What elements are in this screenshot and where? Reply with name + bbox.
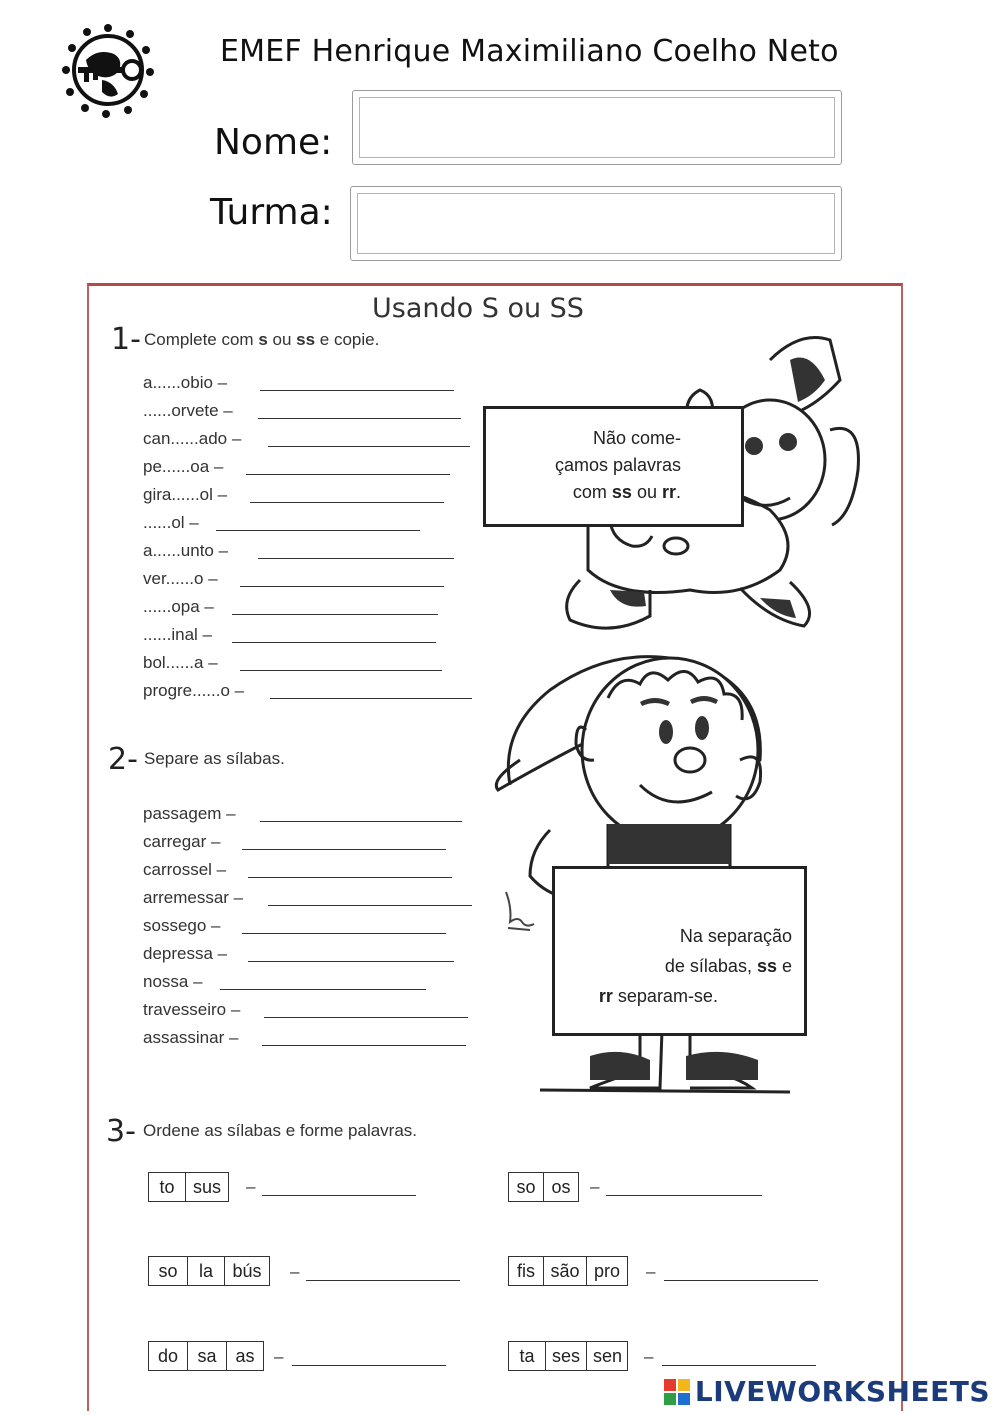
syllable-tile: la: [188, 1257, 225, 1285]
syllable-tile: sa: [188, 1342, 227, 1370]
turma-input[interactable]: [365, 199, 827, 248]
q2-item: assassinar –: [143, 1028, 239, 1047]
q2-answer-line[interactable]: [248, 877, 452, 878]
q3-instruction: Ordene as sílabas e forme palavras.: [143, 1121, 418, 1140]
syllable-group: [148, 1341, 264, 1371]
syllable-group: [508, 1341, 628, 1371]
callout-top-line3: [555, 479, 681, 506]
liveworksheets-logo-icon: [663, 1378, 691, 1406]
nome-input[interactable]: [367, 103, 827, 152]
callout-top-ss: ss: [611, 482, 632, 502]
callout-bottom-de-silabas: de sílabas,: [664, 956, 757, 976]
nome-label: Nome:: [214, 122, 333, 163]
q1-item: ......ol –: [143, 513, 199, 532]
q2-answer-line[interactable]: [264, 1017, 468, 1018]
callout-bottom-e: e: [776, 956, 792, 976]
q2-answer-line[interactable]: [242, 849, 446, 850]
liveworksheets-logo[interactable]: [663, 1375, 990, 1408]
callout-bottom-line2: [665, 951, 792, 981]
q3-answer-line[interactable]: [606, 1195, 762, 1196]
q1-item: ......orvete –: [143, 401, 233, 420]
q3-dash: –: [274, 1347, 284, 1366]
q3-dash: –: [246, 1177, 256, 1196]
liveworksheets-text: LIVEWORKSHEETS: [694, 1375, 990, 1408]
q1-instruction: [144, 330, 379, 350]
q3-number: 3-: [106, 1114, 136, 1149]
syllable-tile: sen: [593, 1346, 623, 1366]
syllable-tile: ses: [546, 1342, 587, 1370]
q2-item: carrossel –: [143, 860, 227, 879]
q1-answer-line[interactable]: [232, 614, 438, 615]
q3-dash: –: [646, 1262, 656, 1281]
syllable-group: [148, 1256, 270, 1286]
school-logo-icon: [58, 20, 158, 120]
callout-rabbit-sign: [483, 406, 744, 527]
callout-top-line1: Não come-: [592, 428, 681, 448]
q2-item: nossa –: [143, 972, 203, 991]
q1-item: ......inal –: [143, 625, 212, 644]
q1-text-ou: ou: [267, 330, 297, 349]
q2-answer-line[interactable]: [242, 933, 446, 934]
q2-item: travesseiro –: [143, 1000, 241, 1019]
q3-dash: –: [644, 1347, 654, 1366]
q1-item: gira......ol –: [143, 485, 228, 504]
syllable-tile: fis: [509, 1257, 544, 1285]
q1-item: ver......o –: [143, 569, 218, 588]
q2-instruction: Separe as sílabas.: [144, 749, 285, 768]
callout-boy-sign: [552, 866, 807, 1036]
q1-answer-line[interactable]: [270, 698, 472, 699]
q3-answer-line[interactable]: [306, 1280, 460, 1281]
syllable-tile: ta: [509, 1342, 546, 1370]
q1-answer-line[interactable]: [240, 670, 442, 671]
q3-answer-line[interactable]: [662, 1365, 816, 1366]
syllable-group: [508, 1256, 628, 1286]
callout-top-rr: rr: [661, 482, 676, 502]
callout-bottom-ss: ss: [756, 956, 777, 976]
q1-text-ss: ss: [296, 330, 316, 349]
turma-label: Turma:: [210, 192, 333, 233]
q2-answer-line[interactable]: [248, 961, 454, 962]
q1-number: 1-: [111, 322, 141, 357]
syllable-group: [508, 1172, 579, 1202]
q1-answer-line[interactable]: [240, 586, 444, 587]
q1-text-e: e copie.: [315, 330, 380, 349]
worksheet-title: Usando S ou SS: [372, 293, 584, 324]
callout-bottom-rr: rr: [598, 986, 613, 1006]
q2-answer-line[interactable]: [262, 1045, 466, 1046]
q1-item: a......obio –: [143, 373, 228, 392]
q3-answer-line[interactable]: [664, 1280, 818, 1281]
turma-field[interactable]: [350, 186, 842, 261]
q1-item: bol......a –: [143, 653, 218, 672]
q1-answer-line[interactable]: [250, 502, 444, 503]
callout-bottom-line1: Na separação: [679, 926, 792, 946]
q3-dash: –: [590, 1177, 600, 1196]
callout-bottom-separam: separam-se.: [612, 986, 718, 1006]
q1-text-s: s: [258, 330, 268, 349]
q2-item: carregar –: [143, 832, 221, 851]
callout-bottom-line3: [599, 981, 792, 1011]
q3-answer-line[interactable]: [262, 1195, 416, 1196]
q2-number: 2-: [108, 742, 138, 777]
q3-dash: –: [290, 1262, 300, 1281]
q1-answer-line[interactable]: [258, 558, 454, 559]
callout-top-line2: çamos palavras: [554, 455, 681, 475]
q2-answer-line[interactable]: [260, 821, 462, 822]
syllable-tile: to: [149, 1173, 186, 1201]
syllable-tile: so: [149, 1257, 188, 1285]
q1-answer-line[interactable]: [246, 474, 450, 475]
q2-answer-line[interactable]: [268, 905, 472, 906]
syllable-group: [148, 1172, 229, 1202]
q1-item: progre......o –: [143, 681, 245, 700]
q2-item: depressa –: [143, 944, 228, 963]
nome-field[interactable]: [352, 90, 842, 165]
q3-answer-line[interactable]: [292, 1365, 446, 1366]
callout-top-com: com: [572, 482, 612, 502]
q2-item: sossego –: [143, 916, 221, 935]
pencil-doodle: [500, 888, 540, 934]
q2-answer-line[interactable]: [220, 989, 426, 990]
syllable-tile: bús: [232, 1261, 262, 1281]
q1-answer-line[interactable]: [232, 642, 436, 643]
q1-answer-line[interactable]: [216, 530, 420, 531]
q1-item: a......unto –: [143, 541, 229, 560]
q1-item: can......ado –: [143, 429, 242, 448]
syllable-tile: os: [551, 1177, 571, 1197]
callout-top-ou: ou: [631, 482, 662, 502]
syllable-tile: do: [149, 1342, 188, 1370]
syllable-tile: as: [235, 1346, 255, 1366]
q1-answer-line[interactable]: [258, 418, 461, 419]
q1-item: pe......oa –: [143, 457, 224, 476]
q1-answer-line[interactable]: [260, 390, 454, 391]
q2-item: passagem –: [143, 804, 236, 823]
syllable-tile: sus: [192, 1177, 221, 1197]
q1-answer-line[interactable]: [268, 446, 470, 447]
syllable-tile: so: [509, 1173, 544, 1201]
q1-item: ......opa –: [143, 597, 214, 616]
syllable-tile: são: [544, 1257, 587, 1285]
callout-top-period: .: [675, 482, 681, 502]
q2-item: arremessar –: [143, 888, 244, 907]
q1-text-a: Complete com: [144, 330, 259, 349]
syllable-tile: pro: [593, 1261, 620, 1281]
school-name: EMEF Henrique Maximiliano Coelho Neto: [220, 34, 839, 69]
